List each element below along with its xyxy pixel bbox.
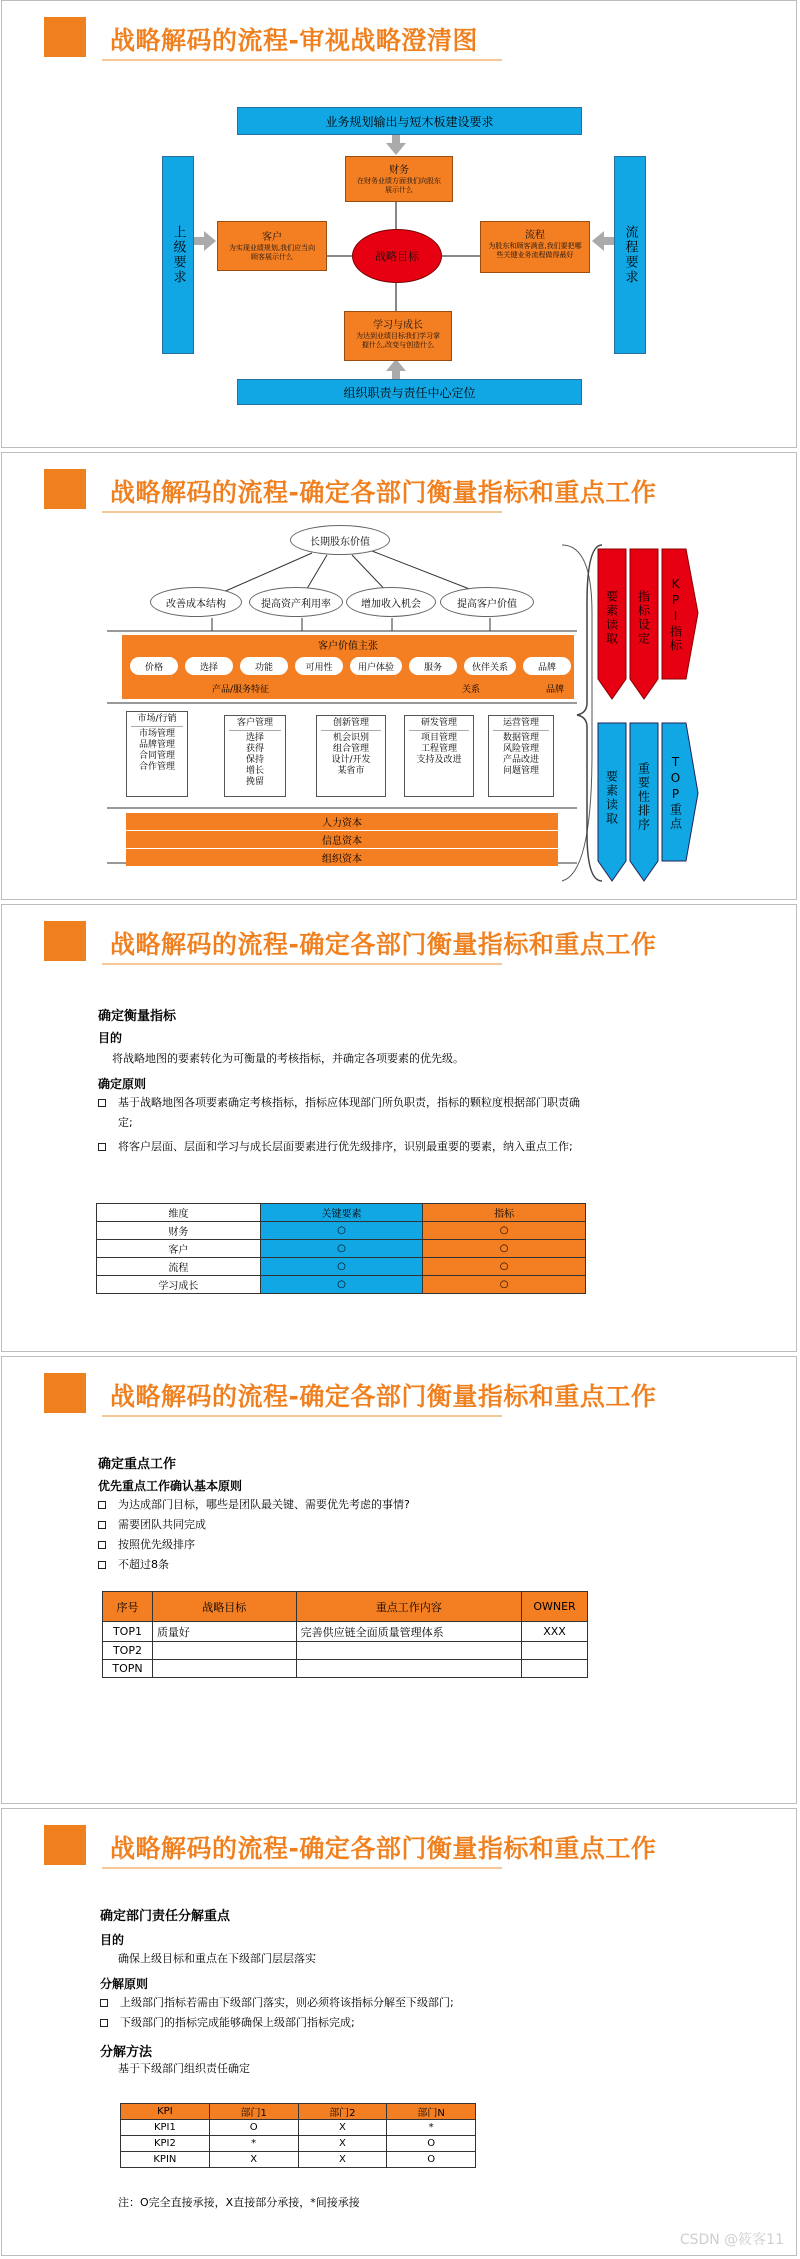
table-cell: ○ [423, 1222, 586, 1240]
checkbox-icon [98, 1541, 106, 1549]
customer-value-header: 客户价值主张 [318, 640, 378, 652]
table-cell: ○ [423, 1258, 586, 1276]
process-title: 客户管理 [229, 718, 281, 731]
value-pill: 价格 [130, 657, 178, 675]
table-cell: ○ [260, 1276, 423, 1294]
blue-arrow-1-label [598, 743, 626, 853]
table-header: 关键要素 [260, 1204, 423, 1222]
process-item: 合作管理 [138, 762, 175, 772]
long-term-value-oval: 长期股东价值 [290, 525, 390, 555]
slide-2 [1, 452, 797, 900]
table-cell: * [387, 2120, 476, 2136]
table-cell: TOP2 [103, 1642, 153, 1660]
process-item: 产品改进 [502, 755, 539, 765]
principle-text: 基于战略地图各项要素确定考核指标，指标应体现部门所负职责，指标的颗粒度根据部门职责确定; [118, 1096, 580, 1129]
table-cell: 学习成长 [97, 1276, 261, 1294]
finance-box [345, 156, 453, 202]
red-arrow-1-label [598, 563, 626, 673]
process-item: 合同管理 [138, 751, 175, 761]
goal-oval: 改善成本结构 [150, 587, 242, 617]
process-item: 风险管理 [502, 744, 539, 754]
process-item: 某省市 [337, 766, 365, 776]
table-header: 维度 [97, 1204, 261, 1222]
red-arrow-text: 指标设定 [636, 590, 651, 646]
table-row [97, 1240, 586, 1258]
blue-arrow-text: 要素读取 [604, 770, 619, 826]
principle-item [100, 1993, 454, 2013]
arrow-up-icon [386, 359, 406, 379]
table-cell: O [387, 2136, 476, 2152]
blue-arrow-text: 重要性排序 [636, 762, 651, 832]
table-cell [522, 1660, 588, 1678]
process-box [480, 221, 590, 273]
capital-bar: 组织资本 [126, 849, 558, 866]
checkbox-icon [98, 1099, 106, 1107]
table-cell: ○ [260, 1258, 423, 1276]
table-row [97, 1276, 586, 1294]
arrows-layer [2, 1, 797, 448]
table-header: 序号 [103, 1592, 153, 1622]
red-arrow-text: 要素读取 [604, 590, 619, 646]
learning-title: 学习与成长 [373, 320, 423, 331]
purpose-text: 确保上级目标和重点在下级部门层层落实 [118, 1952, 316, 1965]
table-header: 战略目标 [152, 1592, 296, 1622]
value-pill: 功能 [240, 657, 288, 675]
learning-desc: 为达到业绩目标我们学习掌握什么,改变与创造什么 [356, 332, 440, 349]
left-bar-label: 上级要求 [170, 225, 186, 285]
process-item: 问题管理 [502, 766, 539, 776]
bullet-item [98, 1555, 169, 1575]
principle-label: 确定原则 [98, 1077, 147, 1091]
orange-square-icon [44, 1373, 86, 1413]
finance-title: 财务 [389, 165, 409, 176]
method-text: 基于下级部门组织责任确定 [118, 2062, 250, 2075]
process-item: 挽留 [245, 777, 264, 787]
slide-4 [1, 1356, 797, 1804]
process-item: 组合管理 [332, 744, 369, 754]
principle-item [98, 1137, 588, 1157]
table-header: 部门2 [298, 2104, 387, 2120]
table-cell [152, 1660, 296, 1678]
blue-arrow-text: TOP重点 [668, 755, 683, 831]
sublabel-product: 产品/服务特征 [212, 685, 270, 695]
process-item: 市场管理 [138, 729, 175, 739]
process-item: 保持 [245, 755, 264, 765]
process-item: 增长 [245, 766, 264, 776]
table-row [121, 2120, 476, 2136]
purpose-text: 将战略地图的要素转化为可衡量的考核指标，并确定各项要素的优先级。 [112, 1052, 464, 1065]
metrics-table [96, 1203, 586, 1294]
table-note: 注：O完全直接承接，X直接部分承接，*间接承接 [118, 2196, 360, 2209]
table-cell: TOPN [103, 1660, 153, 1678]
capital-bar: 信息资本 [126, 831, 558, 848]
priority-table [102, 1591, 588, 1678]
table-cell [152, 1642, 296, 1660]
table-cell: 财务 [97, 1222, 261, 1240]
arrow-left-icon [592, 231, 614, 251]
process-item: 获得 [245, 744, 264, 754]
process-title: 研发管理 [409, 718, 469, 731]
title-underline [102, 1415, 502, 1417]
table-header: OWNER [522, 1592, 588, 1622]
slide-5 [1, 1808, 797, 2256]
section-heading: 确定衡量指标 [98, 1009, 177, 1024]
process-title: 创新管理 [321, 718, 381, 731]
goal-oval: 提高资产利用率 [249, 587, 343, 617]
table-row [103, 1660, 588, 1678]
process-item: 数据管理 [502, 733, 539, 743]
table-cell: ○ [260, 1222, 423, 1240]
orange-square-icon [44, 1825, 86, 1865]
section-heading: 确定部门责任分解重点 [100, 1909, 231, 1924]
table-cell: 质量好 [152, 1622, 296, 1642]
principle-text: 下级部门的指标完成能够确保上级部门指标完成; [120, 2016, 355, 2029]
watermark: CSDN @筱客11 [679, 2232, 784, 2248]
right-bar-label: 流程要求 [622, 225, 638, 285]
principle-label: 分解原则 [100, 1977, 149, 1991]
value-pill: 可用性 [295, 657, 343, 675]
process-item: 支持及改进 [416, 755, 462, 765]
table-cell: 流程 [97, 1258, 261, 1276]
slide-title: 战略解码的流程-审视战略澄清图 [110, 26, 478, 55]
arrow-down-icon [386, 135, 406, 155]
principle-text: 上级部门指标若需由下级部门落实，则必须将该指标分解至下级部门; [120, 1996, 454, 2009]
bullet-text: 不超过8条 [118, 1558, 169, 1571]
table-row [121, 2136, 476, 2152]
table-cell: 客户 [97, 1240, 261, 1258]
table-cell: O [387, 2152, 476, 2168]
table-cell: 完善供应链全面质量管理体系 [296, 1622, 521, 1642]
blue-arrow-3-label [662, 731, 690, 855]
bullet-item [98, 1515, 206, 1535]
process-item: 品牌管理 [138, 740, 175, 750]
table-cell: X [298, 2136, 387, 2152]
goal-oval: 增加收入机会 [346, 587, 436, 617]
table-row [103, 1622, 588, 1642]
process-title: 市场/行销 [131, 714, 183, 727]
principle-item [98, 1093, 588, 1133]
decomposition-table [120, 2103, 476, 2168]
process-item: 项目管理 [420, 733, 457, 743]
table-header: KPI [121, 2104, 210, 2120]
table-cell: * [209, 2136, 298, 2152]
checkbox-icon [98, 1143, 106, 1151]
customer-title: 客户 [262, 232, 282, 243]
strategy-goal-oval: 战略目标 [352, 229, 442, 283]
value-pill: 伙伴关系 [464, 657, 516, 675]
slide-title: 战略解码的流程-确定各部门衡量指标和重点工作 [110, 930, 657, 959]
table-cell: ○ [423, 1276, 586, 1294]
orange-square-icon [44, 921, 86, 961]
table-cell: O [209, 2120, 298, 2136]
value-pill: 品牌 [523, 657, 571, 675]
table-header: 重点工作内容 [296, 1592, 521, 1622]
arrow-right-icon [194, 231, 216, 251]
table-cell: X [209, 2152, 298, 2168]
sublabel-relation: 关系 [462, 685, 481, 695]
checkbox-icon [98, 1501, 106, 1509]
table-cell: ○ [423, 1240, 586, 1258]
table-cell: XXX [522, 1622, 588, 1642]
checkbox-icon [98, 1521, 106, 1529]
table-row [97, 1222, 586, 1240]
top-bar: 业务规划输出与短木板建设要求 [237, 107, 582, 135]
table-header: 部门1 [209, 2104, 298, 2120]
sub-heading: 优先重点工作确认基本原则 [98, 1479, 243, 1493]
value-pill: 用户体验 [350, 657, 402, 675]
bullet-text: 为达成部门目标，哪些是团队最关键、需要优先考虑的事情? [118, 1498, 410, 1511]
checkbox-icon [98, 1561, 106, 1569]
bullet-item [98, 1495, 410, 1515]
table-row [97, 1258, 586, 1276]
process-item: 设计/开发 [331, 755, 371, 765]
process-item: 工程管理 [420, 744, 457, 754]
title-underline [102, 1867, 502, 1869]
table-cell: TOP1 [103, 1622, 153, 1642]
capital-bar: 人力资本 [126, 813, 558, 830]
slide-title: 战略解码的流程-确定各部门衡量指标和重点工作 [110, 1382, 657, 1411]
section-heading: 确定重点工作 [98, 1457, 177, 1472]
table-cell: X [298, 2152, 387, 2168]
value-pill: 选择 [185, 657, 233, 675]
table-row [103, 1642, 588, 1660]
bottom-bar: 组织职责与责任中心定位 [237, 379, 582, 405]
value-pill: 服务 [409, 657, 457, 675]
purpose-label: 目的 [100, 1933, 125, 1947]
slide-title: 战略解码的流程-确定各部门衡量指标和重点工作 [110, 478, 657, 507]
table-cell: KPIN [121, 2152, 210, 2168]
table-header: 部门N [387, 2104, 476, 2120]
slide-3 [1, 904, 797, 1352]
principle-item [100, 2013, 355, 2033]
finance-desc: 在财务业绩方面我们向股东展示什么 [357, 177, 441, 194]
slide-title: 战略解码的流程-确定各部门衡量指标和重点工作 [110, 1834, 657, 1863]
table-cell: KPI2 [121, 2136, 210, 2152]
method-label: 分解方法 [100, 2045, 153, 2060]
bullet-text: 按照优先级排序 [118, 1538, 195, 1551]
purpose-label: 目的 [98, 1031, 123, 1045]
table-header: 指标 [423, 1204, 586, 1222]
red-arrow-3-label [662, 557, 690, 673]
principle-text: 将客户层面、层面和学习与成长层面要素进行优先级排序，识别最重要的要素，纳入重点工作; [118, 1140, 573, 1153]
bullet-text: 需要团队共同完成 [118, 1518, 206, 1531]
table-cell: KPI1 [121, 2120, 210, 2136]
red-arrow-text: KPI指标 [668, 577, 683, 653]
table-cell: ○ [260, 1240, 423, 1258]
checkbox-icon [100, 1999, 108, 2007]
red-arrow-2-label [630, 563, 658, 673]
checkbox-icon [100, 2019, 108, 2027]
process-desc: 为股东和顾客满意,我们要把哪些关键业务流程做得最好 [488, 242, 582, 259]
slide-1 [1, 0, 797, 448]
customer-desc: 为实现业绩规划,我们应当向顾客展示什么 [228, 244, 316, 261]
customer-box [217, 221, 327, 271]
sublabel-brand: 品牌 [546, 685, 565, 695]
process-title: 运营管理 [493, 718, 549, 731]
process-title: 流程 [525, 230, 545, 241]
learning-box [344, 311, 452, 361]
table-cell [522, 1642, 588, 1660]
process-item: 选择 [245, 733, 264, 743]
table-row [121, 2152, 476, 2168]
blue-arrow-2-label [630, 735, 658, 859]
bullet-item [98, 1535, 195, 1555]
goal-oval: 提高客户价值 [440, 587, 534, 617]
table-cell: X [298, 2120, 387, 2136]
table-cell [296, 1660, 521, 1678]
table-cell [296, 1642, 521, 1660]
title-underline [102, 963, 502, 965]
process-item: 机会识别 [332, 733, 369, 743]
